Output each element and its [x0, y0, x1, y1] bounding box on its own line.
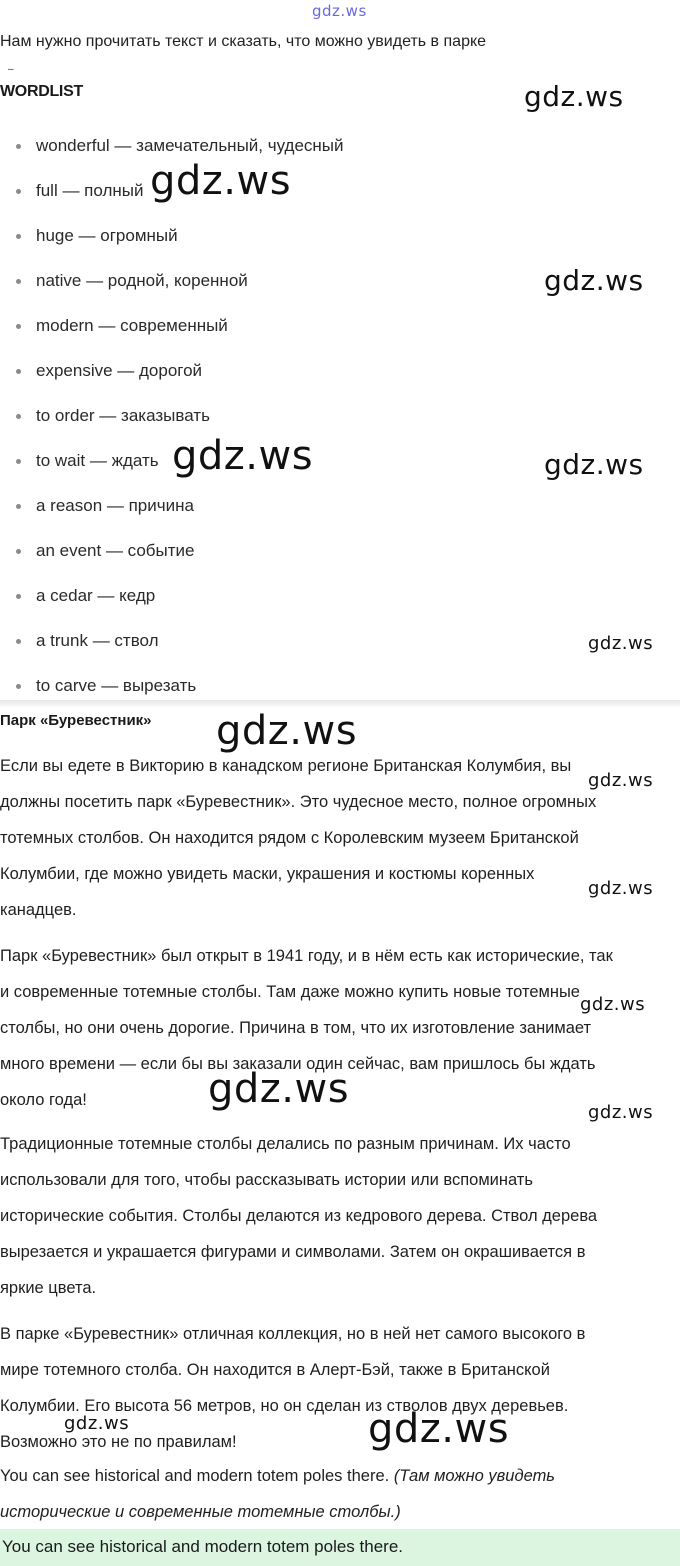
- article-paragraph: [0, 748, 680, 928]
- watermark: gdz.ws: [216, 708, 358, 754]
- paragraph-line: использовали для того, чтобы рассказывать истории или вспоминать: [0, 1171, 533, 1189]
- paragraph-line: мире тотемного столба. Он находится в Алерт-Бэй, также в Британской: [0, 1361, 550, 1379]
- wordlist-item-text: full — полный: [36, 181, 144, 200]
- watermark: gdz.ws: [544, 448, 644, 481]
- wordlist-item: [0, 483, 680, 528]
- bullet-icon: [16, 414, 21, 419]
- bullet-icon: [16, 144, 21, 149]
- paragraph-line: Традиционные тотемные столбы делались по разным причинам. Их часто: [0, 1135, 571, 1153]
- watermark: gdz.ws: [588, 878, 654, 899]
- paragraph-line: должны посетить парк «Буревестник». Это чудесное место, полное огромных: [0, 793, 597, 811]
- paragraph-line: В парке «Буревестник» отличная коллекция, но в ней нет самого высокого в: [0, 1325, 586, 1343]
- bullet-icon: [16, 369, 21, 374]
- watermark: gdz.ws: [150, 158, 292, 204]
- answer-sentence: [0, 1458, 555, 1494]
- wordlist-item-text: huge — огромный: [36, 226, 178, 245]
- paragraph-line: около года!: [0, 1091, 87, 1109]
- paragraph-line: Колумбии. Его высота 56 метров, но он сделан из стволов двух деревьев.: [0, 1397, 569, 1415]
- wordlist-heading: WORDLIST: [0, 83, 83, 100]
- wordlist-item: [0, 393, 680, 438]
- highlighted-answer-box: [0, 1529, 680, 1566]
- watermark: gdz.ws: [208, 1066, 350, 1112]
- wordlist-item-text: to carve — вырезать: [36, 676, 197, 695]
- bullet-icon: [16, 639, 21, 644]
- watermark: gdz.ws: [544, 264, 644, 297]
- paragraph-line: Если вы едете в Викторию в канадском регионе Британская Колумбия, вы: [0, 757, 572, 775]
- wordlist-item-text: modern — современный: [36, 316, 228, 335]
- wordlist: [0, 123, 680, 708]
- task-instruction: Нам нужно прочитать текст и сказать, что можно увидеть в парке: [0, 33, 487, 50]
- wordlist-item-text: a trunk — ствол: [36, 631, 159, 650]
- watermark: gdz.ws: [588, 770, 654, 791]
- paragraph-line: канадцев.: [0, 901, 77, 919]
- paragraph-line: столбы, но они очень дорогие. Причина в том, что их изготовление занимает: [0, 1019, 592, 1037]
- watermark: gdz.ws: [524, 80, 624, 113]
- article-paragraph: [0, 1316, 680, 1460]
- bullet-icon: [16, 459, 21, 464]
- bullet-icon: [16, 504, 21, 509]
- wordlist-item-text: expensive — дорогой: [36, 361, 203, 380]
- paragraph-line: и современные тотемные столбы. Там даже можно купить новые тотемные: [0, 983, 580, 1001]
- wordlist-item: [0, 303, 680, 348]
- paragraph-line: яркие цвета.: [0, 1279, 97, 1297]
- wordlist-item: [0, 573, 680, 618]
- watermark: gdz.ws: [368, 1406, 510, 1452]
- wordlist-item: [0, 348, 680, 393]
- wordlist-item: [0, 618, 680, 663]
- watermark: gdz.ws: [172, 433, 314, 479]
- paragraph-line: Колумбии, где можно увидеть маски, украшения и костюмы коренных: [0, 865, 535, 883]
- wordlist-item: [0, 528, 680, 573]
- bullet-icon: [16, 324, 21, 329]
- bullet-icon: [16, 684, 21, 689]
- answer-english: You can see historical and modern totem poles there.: [0, 1467, 390, 1485]
- watermark-top: gdz.ws: [312, 2, 367, 20]
- article-title: Парк «Буревестник»: [0, 712, 152, 729]
- bullet-icon: [16, 594, 21, 599]
- wordlist-item: [0, 168, 680, 213]
- paragraph-line: много времени — если бы вы заказали один сейчас, вам пришлось бы ждать: [0, 1055, 596, 1073]
- paragraph-line: Возможно это не по правилам!: [0, 1433, 237, 1451]
- paragraph-line: тотемных столбов. Он находится рядом с Королевским музеем Британской: [0, 829, 579, 847]
- section-divider: [0, 700, 680, 708]
- paragraph-line: исторические события. Столбы делаются из кедрового дерева. Ствол дерева: [0, 1207, 598, 1225]
- bullet-icon: [16, 189, 21, 194]
- wordlist-item: [0, 213, 680, 258]
- wordlist-item-text: to wait — ждать: [36, 451, 159, 470]
- paragraph-line: вырезается и украшается фигурами и символами. Затем он окрашивается в: [0, 1243, 586, 1261]
- answer-translation-end: исторические и современные тотемные столбы.): [0, 1503, 401, 1521]
- wordlist-item-text: an event — событие: [36, 541, 195, 560]
- bullet-icon: [16, 234, 21, 239]
- wordlist-item-text: a reason — причина: [36, 496, 194, 515]
- highlighted-answer-text: You can see historical and modern totem poles there.: [2, 1537, 404, 1556]
- watermark: gdz.ws: [580, 994, 646, 1015]
- paragraph-line: Парк «Буревестник» был открыт в 1941 году, и в нём есть как исторические, так: [0, 947, 613, 965]
- watermark: gdz.ws: [64, 1413, 130, 1434]
- wordlist-item: [0, 123, 680, 168]
- answer-translation-start: (Там можно увидеть: [393, 1467, 555, 1485]
- watermark: gdz.ws: [588, 633, 654, 654]
- wordlist-item-text: native — родной, коренной: [36, 271, 248, 290]
- wordlist-item-text: to order — заказывать: [36, 406, 210, 425]
- article-paragraph: [0, 1126, 680, 1306]
- wordlist-item-text: a cedar — кедр: [36, 586, 156, 605]
- bullet-icon: [16, 549, 21, 554]
- wordlist-item-text: wonderful — замечательный, чудесный: [36, 136, 344, 155]
- dash-mark: –: [8, 64, 14, 75]
- bullet-icon: [16, 279, 21, 284]
- watermark: gdz.ws: [588, 1102, 654, 1123]
